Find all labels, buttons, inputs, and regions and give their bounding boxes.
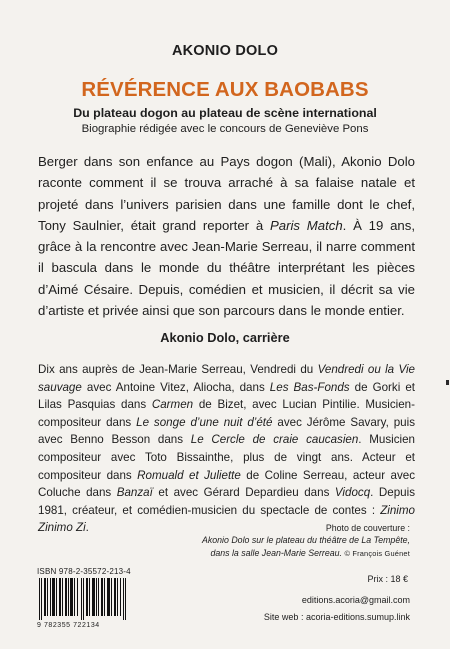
publisher-website: Site web : acoria-editions.sumup.link <box>263 612 410 622</box>
career-work-title: Romuald et Juliette <box>137 468 241 482</box>
career-text: . Musicien compositeur avec Toto Bissainthe, plus de vingt ans. Acteur et compositeur dans <box>38 433 415 482</box>
career-text: de Coline Serreau, acteur avec Coluche dans <box>38 468 415 500</box>
career-work-title: Vidocq <box>334 486 371 500</box>
barcode-icon <box>37 578 129 620</box>
career-text: et avec Gérard Depardieu dans <box>152 486 335 500</box>
career-paragraph <box>38 361 415 537</box>
cover-photo-credit <box>160 522 410 560</box>
barcode-digits: 9 782355 722134 <box>37 622 100 629</box>
biography-credit: Biographie rédigée avec le concours de Geneviève Pons <box>81 123 369 135</box>
summary-italic: Paris Match <box>269 217 343 233</box>
career-text: de Gorki et Lilas Pasquias dans <box>38 380 415 412</box>
book-title: RÉVÉRENCE AUX BAOBABS <box>81 78 369 101</box>
career-text: . Depuis 1981, créateur, et comédien-musicien du spectacle de contes : <box>38 486 415 517</box>
photo-caption-line1: Akonio Dolo sur le plateau du théâtre de La Tempête, <box>201 535 410 546</box>
price: Prix : 18 € <box>367 574 408 584</box>
career-text: avec Jérôme Savary, puis avec Benno Besson dans <box>38 415 416 447</box>
summary-text: Berger dans son enfance au Pays dogon (Mali), Akonio Dolo raconte comment il se trouva arraché à sa falaise natale et projeté dans l’univers parisien dans une famille dont le chef, Tony Saulnier, était grand reporter à <box>38 154 415 233</box>
career-work-title: Zinimo Zinimo Zi <box>38 503 415 535</box>
summary-text: . À 19 ans, grâce à la rencontre avec Jean-Marie Serreau, il narre comment il bascula dans le monde du théâtre interprétant les pièces d’Aimé Césaire. Depuis, comédien et musicien, il décrit sa vie d’artiste et privée ainsi que son parcours dans le monde entier. <box>38 217 416 319</box>
edge-mark <box>446 380 449 385</box>
career-work-title: Vendredi ou la Vie sauvage <box>38 363 415 394</box>
career-work-title: Les Bas-Fonds <box>269 380 350 394</box>
author-name: AKONIO DOLO <box>171 43 279 59</box>
book-summary <box>38 151 415 321</box>
career-text: . <box>85 521 89 535</box>
publisher-contact <box>264 592 410 626</box>
publisher-email: editions.acoria@gmail.com <box>301 595 410 605</box>
book-subtitle: Du plateau dogon au plateau de scène international <box>73 106 377 120</box>
career-text: Dix ans auprès de Jean-Marie Serreau, Vendredi du <box>38 363 318 376</box>
career-work-title: Banzaï <box>116 486 153 500</box>
isbn-text: ISBN 978-2-35572-213-4 <box>37 567 131 576</box>
photo-caption-line2: dans la salle Jean-Marie Serreau. © François Guénet <box>210 547 410 558</box>
career-work-title: Carmen <box>151 398 194 412</box>
career-text: de Bizet, avec Lucian Pintilie. Musicien-compositeur dans <box>38 398 415 429</box>
career-work-title: Le Cercle de craie caucasien <box>190 433 359 447</box>
career-heading: Akonio Dolo, carrière <box>160 330 290 345</box>
career-work-title: Le songe d’une nuit d’été <box>136 415 273 429</box>
photo-label: Photo de couverture : <box>325 523 410 533</box>
career-text: avec Antoine Vitez, Aliocha, dans <box>81 380 270 394</box>
photographer-credit: © François Guénet <box>344 548 410 558</box>
